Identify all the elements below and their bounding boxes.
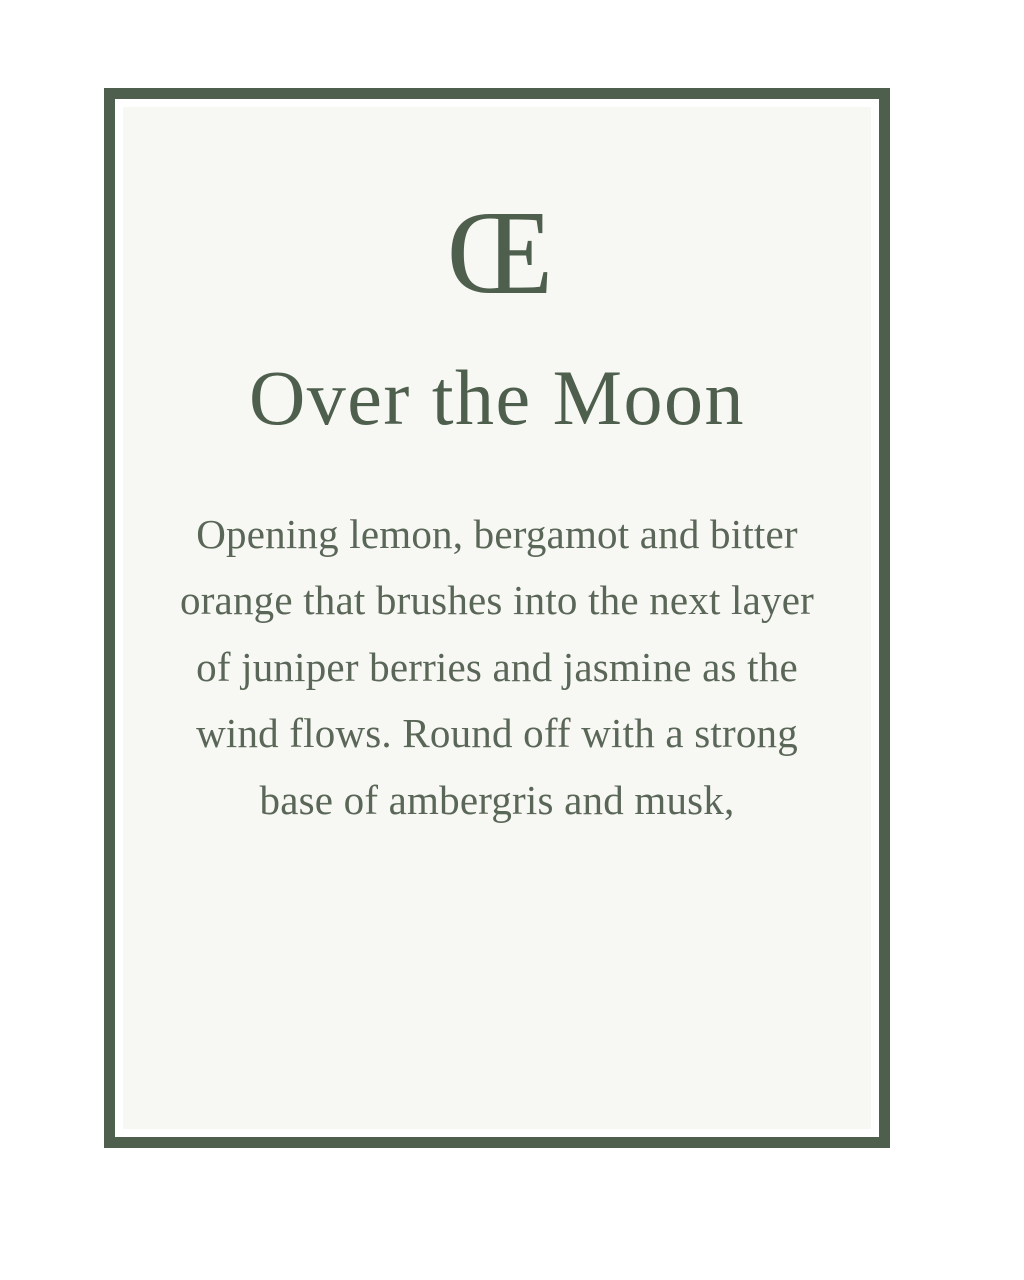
product-card-frame: [104, 88, 890, 1148]
brand-monogram-icon: Œ: [446, 186, 548, 319]
product-card-panel: [123, 107, 871, 1129]
product-description: Opening lemon, bergamot and bitter orange that brushes into the next layer of juniper berries and jasmine as the wind flows. Round off with a strong base of ambergris and musk,: [180, 510, 814, 823]
product-title: Over the Moon: [248, 354, 746, 441]
